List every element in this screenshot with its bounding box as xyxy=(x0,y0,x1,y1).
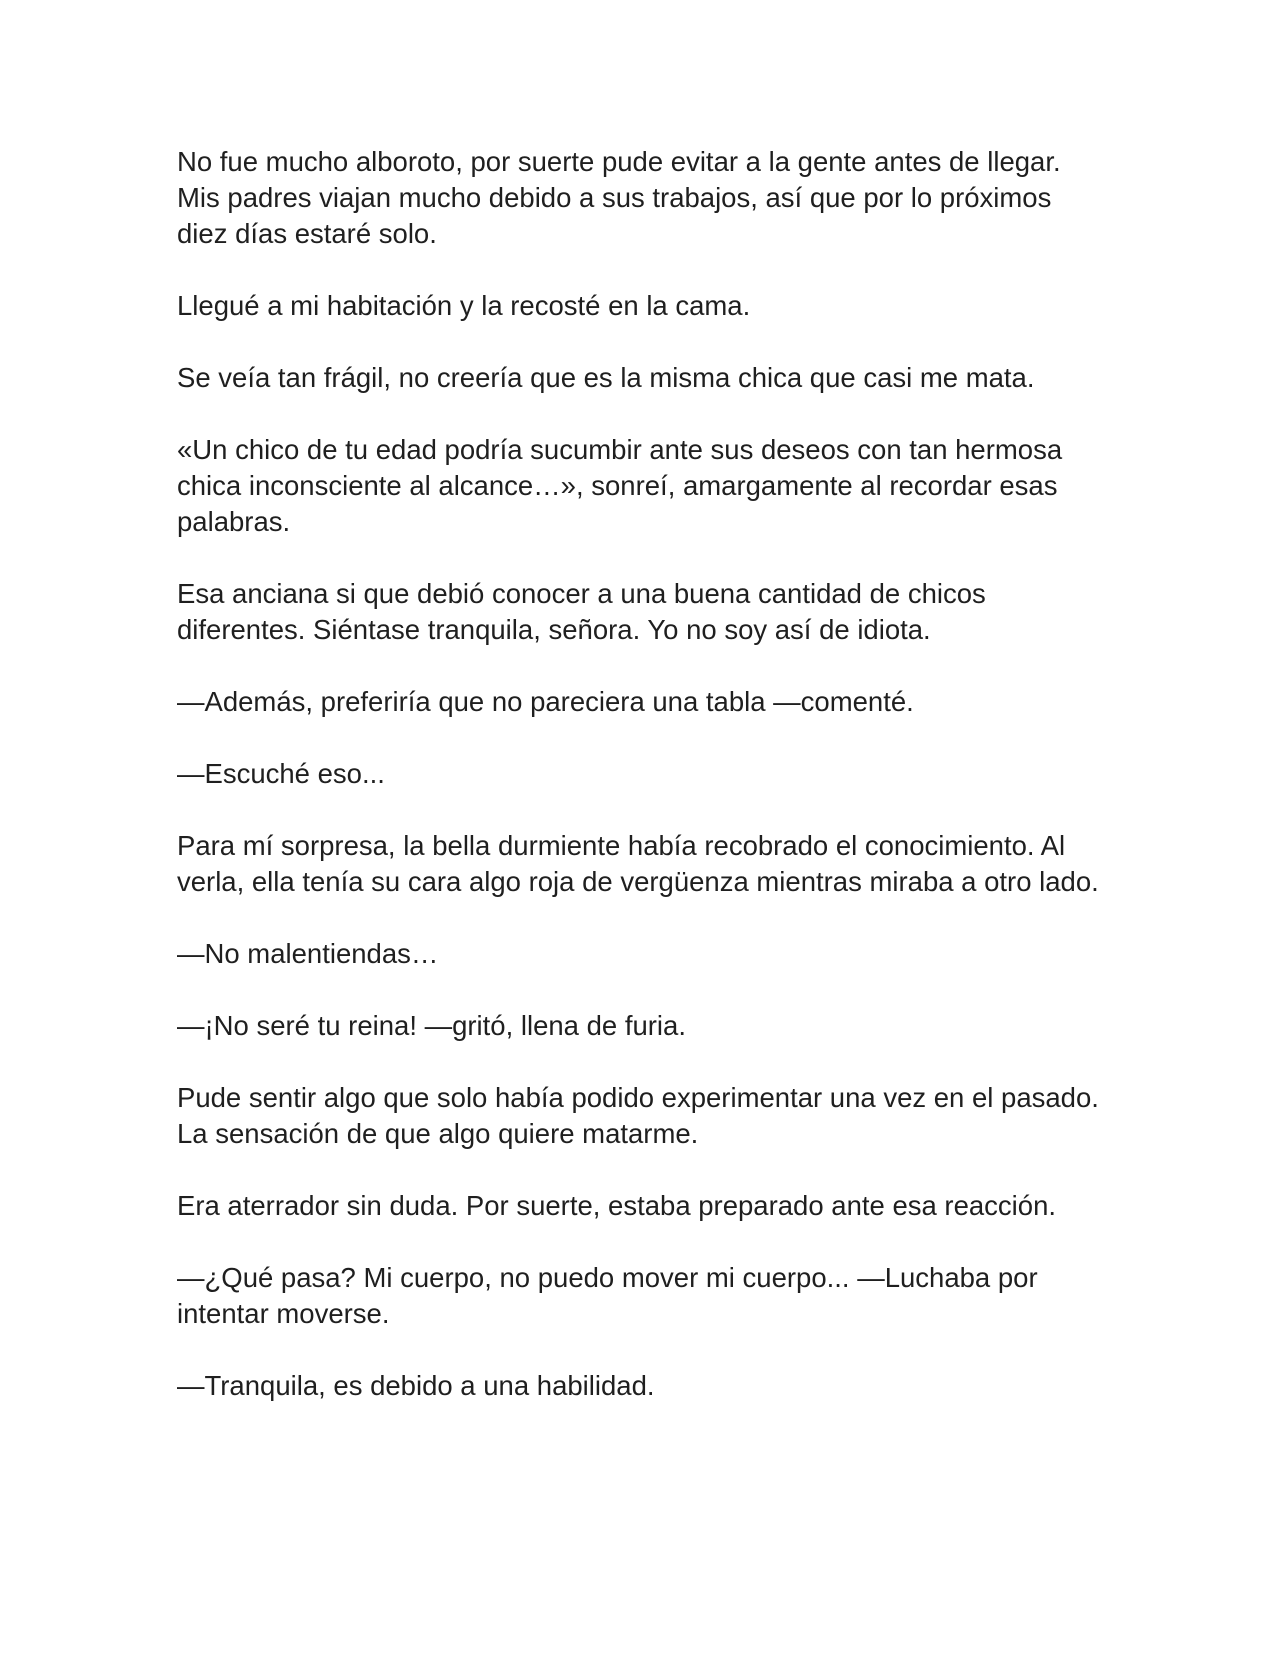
paragraph: —Tranquila, es debido a una habilidad. xyxy=(177,1370,655,1401)
paragraph: —¡No seré tu reina! —gritó, llena de furia. xyxy=(177,1010,686,1041)
paragraph: Pude sentir algo que solo había podido experimentar una vez en el pasado. La sensación de que algo quiere matarme. xyxy=(177,1082,1099,1149)
paragraph: Esa anciana si que debió conocer a una buena cantidad de chicos diferentes. Siéntase tranquila, señora. Yo no soy así de idiota. xyxy=(177,578,986,645)
paragraph: Era aterrador sin duda. Por suerte, estaba preparado ante esa reacción. xyxy=(177,1190,1057,1221)
paragraph: Para mí sorpresa, la bella durmiente había recobrado el conocimiento. Al verla, ella tenía su cara algo roja de vergüenza mientras miraba a otro lado. xyxy=(177,830,1099,897)
paragraph: —¿Qué pasa? Mi cuerpo, no puedo mover mi cuerpo... —Luchaba por intentar moverse. xyxy=(177,1262,1038,1329)
paragraph: —Escuché eso... xyxy=(177,758,385,789)
paragraph: —No malentiendas… xyxy=(177,938,439,969)
paragraph: No fue mucho alboroto, por suerte pude evitar a la gente antes de llegar. Mis padres viajan mucho debido a sus trabajos, así que por lo próximos diez días estaré solo. xyxy=(177,146,1061,249)
document-body xyxy=(177,144,1107,1440)
paragraph: Se veía tan frágil, no creería que es la misma chica que casi me mata. xyxy=(177,362,1035,393)
paragraph: —Además, preferiría que no pareciera una tabla —comenté. xyxy=(177,686,914,717)
paragraph: Llegué a mi habitación y la recosté en la cama. xyxy=(177,290,751,321)
paragraph: «Un chico de tu edad podría sucumbir ante sus deseos con tan hermosa chica inconsciente al alcance…», sonreí, amargamente al recordar esas palabras. xyxy=(177,434,1063,537)
